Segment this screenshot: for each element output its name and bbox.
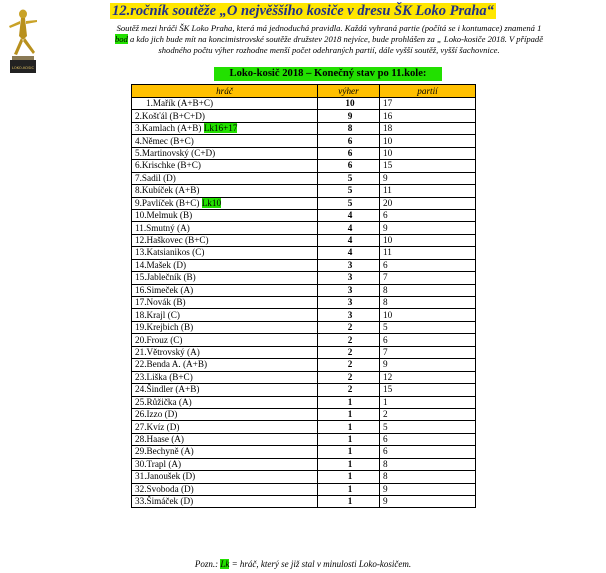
wins-cell: 1 [318,483,380,495]
table-header-row [132,85,476,98]
intro-highlight: bod [114,34,128,44]
player-cell [132,135,318,147]
table-row [132,297,476,309]
games-cell: 10 [380,135,476,147]
player-cell [132,284,318,296]
games-cell: 10 [380,309,476,321]
wins-cell: 5 [318,197,380,209]
player-name: 17.Novák (B) [135,297,186,308]
wins-cell: 6 [318,160,380,172]
wins-cell: 2 [318,384,380,396]
player-name: 30.Trapl (A) [135,458,182,469]
footnote-prefix: Pozn.: [194,559,221,569]
player-cell [132,272,318,284]
footnote-text: = hráč, který se již stal v minulosti Loko-kosičem. [229,559,412,569]
player-cell [132,433,318,445]
table-row [132,471,476,483]
table-row [132,98,476,110]
player-cell [132,222,318,234]
table-row [132,458,476,470]
table-row [132,334,476,346]
player-name: 19.Krejbich (B) [135,322,194,333]
wins-cell: 2 [318,334,380,346]
player-name: 24.Šindler (A+B) [135,384,200,395]
player-name: 29.Bechyně (A) [135,446,194,457]
player-name: 10.Melmuk (B) [135,210,193,221]
games-cell: 10 [380,147,476,159]
player-cell [132,122,318,134]
wins-cell: 1 [318,421,380,433]
table-body [132,98,476,508]
table-row [132,309,476,321]
games-cell: 15 [380,160,476,172]
games-cell: 9 [380,359,476,371]
games-cell: 6 [380,446,476,458]
footnote-tag: Lk [220,559,230,569]
player-name: 28.Haase (A) [135,434,184,445]
wins-cell: 1 [318,433,380,445]
games-cell: 12 [380,371,476,383]
header-wins: výher [318,85,380,98]
player-name: 27.Kvíz (D) [135,421,180,432]
player-name: 8.Kubíček (A+B) [135,185,200,196]
games-cell: 17 [380,98,476,110]
player-name: 21.Větrovský (A) [135,346,200,357]
table-row [132,272,476,284]
player-cell [132,160,318,172]
player-cell [132,297,318,309]
player-name: 23.Liška (B+C) [135,371,193,382]
player-cell [132,197,318,209]
games-cell: 5 [380,421,476,433]
standings-title: Loko-kosič 2018 – Konečný stav po 11.kole: [214,67,442,81]
games-cell: 8 [380,284,476,296]
footnote [0,559,606,569]
intro-line-2-rest: a kdo jich bude mít na koncimistrovské soutěže družstev 2018 nejvíce, bude prohlášen za „ Loko-kosiče 2018. V případě [127,34,544,44]
player-cell [132,259,318,271]
wins-cell: 2 [318,359,380,371]
player-name: 1.Mařík (A+B+C) [146,98,214,109]
player-name: 13.Katsianikos (C) [135,247,205,258]
table-row [132,110,476,122]
games-cell: 10 [380,234,476,246]
table-row [132,359,476,371]
player-name: 25.Růžička (A) [135,396,192,407]
table-row [132,371,476,383]
table-row [132,483,476,495]
table-row [132,421,476,433]
table-row [132,396,476,408]
wins-cell: 9 [318,110,380,122]
player-name: 18.Krajl (C) [135,309,180,320]
player-cell [132,247,318,259]
table-row [132,346,476,358]
trophy-label: LOKO-KOSIC [12,66,34,70]
table-row [132,408,476,420]
table-row [132,234,476,246]
header-games: partií [380,85,476,98]
table-row [132,321,476,333]
player-cell [132,309,318,321]
games-cell: 8 [380,471,476,483]
player-name: 12.Haškovec (B+C) [135,235,209,246]
table-row [132,122,476,134]
wins-cell: 5 [318,172,380,184]
games-cell: 7 [380,346,476,358]
table-row [132,147,476,159]
table-row [132,496,476,508]
title-text: 12.ročník soutěže „O nejvěššího kosiče v dresu ŠK Loko Praha“ [112,3,494,19]
player-cell [132,334,318,346]
games-cell: 6 [380,334,476,346]
wins-cell: 4 [318,222,380,234]
table-row [132,247,476,259]
table-row [132,284,476,296]
wins-cell: 1 [318,496,380,508]
table-row [132,384,476,396]
wins-cell: 4 [318,234,380,246]
games-cell: 11 [380,185,476,197]
wins-cell: 3 [318,259,380,271]
player-name: 14.Mašek (D) [135,259,187,270]
player-cell [132,446,318,458]
player-cell [132,346,318,358]
table-row [132,433,476,445]
wins-cell: 6 [318,147,380,159]
player-cell [132,496,318,508]
player-cell [132,172,318,184]
games-cell: 16 [380,110,476,122]
player-cell [132,110,318,122]
wins-cell: 3 [318,272,380,284]
games-cell: 9 [380,496,476,508]
table-row [132,259,476,271]
table-row [132,172,476,184]
intro-line-1: Soutěž mezi hráči ŠK Loko Praha, která má jednoduchá pravidla. Každá vyhraná partie (počítá se i kontumace) znamená 1 [116,23,542,33]
player-cell [132,471,318,483]
player-name: 2.Košťál (B+C+D) [135,110,205,121]
table-row [132,197,476,209]
page-title [0,3,606,20]
games-cell: 1 [380,396,476,408]
games-cell: 8 [380,297,476,309]
wins-cell: 1 [318,471,380,483]
loko-tag: Lk10 [201,197,222,208]
wins-cell: 1 [318,458,380,470]
player-name: 7.Sadil (D) [135,172,176,183]
player-cell [132,458,318,470]
wins-cell: 3 [318,297,380,309]
player-name: 3.Kamlach (A+B) [135,123,204,134]
intro-line-2 [60,34,598,45]
player-cell [132,209,318,221]
player-cell [132,234,318,246]
games-cell: 9 [380,222,476,234]
wins-cell: 2 [318,371,380,383]
games-cell: 6 [380,209,476,221]
table-row [132,135,476,147]
player-name: 16.Simeček (A) [135,284,194,295]
player-name: 22.Benda A. (A+B) [135,359,208,370]
intro-line-3: shodného počtu výher rozhodne menší počet odehraných partií, dále vyšší soutěž, vyšší šachovnice. [158,45,500,55]
player-cell [132,483,318,495]
games-cell: 20 [380,197,476,209]
games-cell: 7 [380,272,476,284]
wins-cell: 4 [318,247,380,259]
games-cell: 5 [380,321,476,333]
wins-cell: 1 [318,446,380,458]
player-cell [132,321,318,333]
wins-cell: 2 [318,346,380,358]
table-row [132,446,476,458]
player-name: 6.Krischke (B+C) [135,160,201,171]
player-cell [132,371,318,383]
games-cell: 8 [380,458,476,470]
player-name: 15.Jablečník (B) [135,272,196,283]
games-cell: 2 [380,408,476,420]
player-name: 9.Pavlíček (B+C) [135,197,202,208]
header-player: hráč [132,85,318,98]
player-name: 33.Šimáček (D) [135,496,194,507]
player-name: 11.Smutný (A) [135,222,190,233]
wins-cell: 5 [318,185,380,197]
player-cell [132,396,318,408]
intro-text [60,23,598,56]
player-name: 32.Svoboda (D) [135,483,194,494]
games-cell: 15 [380,384,476,396]
player-cell [132,98,318,110]
player-cell [132,147,318,159]
results-table [131,84,476,508]
wins-cell: 3 [318,309,380,321]
player-cell [132,421,318,433]
games-cell: 18 [380,122,476,134]
wins-cell: 3 [318,284,380,296]
player-name: 20.Frouz (C) [135,334,183,345]
player-cell [132,185,318,197]
table-row [132,185,476,197]
wins-cell: 1 [318,408,380,420]
games-cell: 9 [380,172,476,184]
table-row [132,160,476,172]
player-name: 26.Izzo (D) [135,409,178,420]
table-row [132,222,476,234]
player-cell [132,384,318,396]
wins-cell: 2 [318,321,380,333]
player-cell [132,408,318,420]
loko-tag: Lk16+17 [203,123,238,134]
wins-cell: 4 [318,209,380,221]
games-cell: 6 [380,259,476,271]
wins-cell: 6 [318,135,380,147]
wins-cell: 1 [318,396,380,408]
player-name: 31.Janoušek (D) [135,471,196,482]
games-cell: 9 [380,483,476,495]
games-cell: 6 [380,433,476,445]
wins-cell: 8 [318,122,380,134]
player-name: 4.Němec (B+C) [135,135,194,146]
player-cell [132,359,318,371]
wins-cell: 10 [318,98,380,110]
player-name: 5.Martinovský (C+D) [135,147,216,158]
table-row [132,209,476,221]
games-cell: 11 [380,247,476,259]
